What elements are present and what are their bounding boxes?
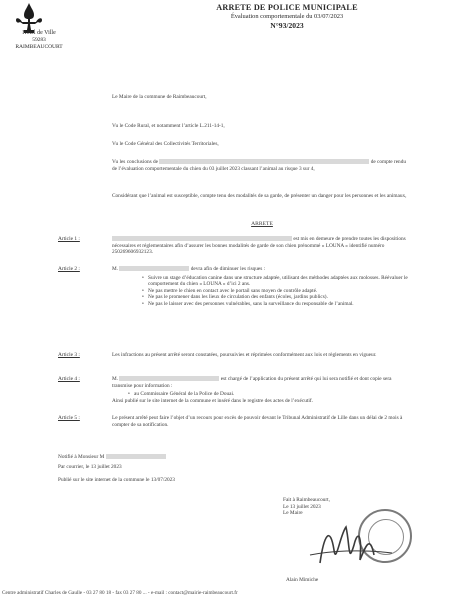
article-4-after: Ainsi publié sur le site internet de la commune et inséré dans le registre des actes de l’exécutif. [112,397,313,404]
preamble-considerant: Considérant que l’animal est susceptible, compte tenu des modalités de sa garde, de présenter un danger pour les personnes et les animaux, [112,193,407,199]
page-footer: Centre administratif Charles de Gaulle - 03 27 80 18 - fax 03 27 80 ... - e-mail : contact@mairie-raimbeaucourt.fr [2,590,238,596]
article-4-list [126,391,412,398]
preamble-mayor: Le Maire de la commune de Raimbeaucourt, [112,94,207,100]
document-header [182,3,392,31]
signature-place: Fait à Raimbeaucourt, [283,497,330,503]
signature-date: Le 13 juillet 2023 [283,503,321,510]
redacted-block [106,454,166,459]
redacted-block [112,236,292,241]
article-5-text: Le présent arrêté peut faire l’objet d’un recours pour excès de pouvoir devant le Tribunal Administratif de Lille dans un délai de 2 mois à compter de sa notification. [112,415,403,428]
preamble-vu-rapport [112,159,412,172]
publication-line: Publié sur le site internet de la commune le 13/07/2023 [58,477,175,483]
article-4-lead: M. [112,376,119,382]
article-4-label: Article 4 : [58,376,80,382]
document-title: ARRETE DE POLICE MUNICIPALE [216,3,358,12]
list-item: • Ne pas le laisser avec des personnes vulnérables, sans la surveillance du responsable de l’animal. [148,301,412,308]
article-2-intro-rest: devra afin de diminuer les risques : [190,266,266,272]
article-2-intro-lead: M. [112,266,119,272]
signature-role: Le Maire [283,510,303,517]
commune-block [9,30,69,51]
redacted-block [159,159,369,164]
vu-rapport-lead: Vu les conclusions de [112,159,159,165]
article-1-text [112,236,412,256]
article-2-list [140,275,412,308]
vu-rapport-rest: de compte rendu de l’évaluation comportementale du chien du 03 juillet 2023 classant l’animal au risque 3 sur 4, [112,159,406,172]
preamble-code-rural: Vu le Code Rural, et notamment l’article L.211-14-1, [112,123,225,129]
list-item: • au Commissaire Général de la Police de Douai. [134,391,412,398]
commune-address: 59283 RAIMBEAUCOURT [15,37,63,50]
article-4-rest: est chargé de l’application du présent arrêté qui lui sera notifié et dont copie sera transmise pour information : [112,376,392,389]
commune-name: Hôtel de Ville [22,30,56,36]
notification-recipient [58,454,258,461]
arrete-heading: ARRETE [251,221,273,227]
signatory-name: Alain Mimiche [286,577,319,583]
article-1-label: Article 1 : [58,236,80,242]
list-item: • Ne pas mettre le chien en contact avec le portail sans moyen de contrôle adapté. [148,288,412,295]
document-number: N°93/2023 [270,21,304,30]
article-2-label: Article 2 : [58,266,80,272]
article-1-body: est mis en demeure de prendre toutes les dispositions nécessaires et réglementaires afin d’assurer les bonnes modalités de garde de son chien prénommé « LOUNA » identifié numéro 250269606932123. [112,236,406,256]
article-5-label: Article 5 : [58,415,80,421]
article-3-text: Les infractions au présent arrêté seront constatées, poursuivies et réprimées conformément aux lois et règlements en vigueur. [112,352,377,358]
redacted-block [119,376,219,381]
article-4-text [112,376,412,404]
list-item: • Suivre un stage d’éducation canine dans une structure adaptée, utilisant des méthodes adaptées aux molosses. Réévaluer le comportement du chien « LOUNA » d’ici 2 ans. [148,275,412,288]
article-3-label: Article 3 : [58,352,80,358]
article-2-text [112,266,412,308]
notification-date: Par courrier, le 13 juillet 2023 [58,464,122,470]
handwritten-signature [300,505,400,575]
notification-lead: Notifié à Monsieur M [58,454,105,460]
redacted-block [119,266,189,271]
list-item: • Ne pas le promener dans les lieux de circulation des enfants (écoles, jardins publics). [148,294,412,301]
document-subtitle: Évaluation comportementale du 03/07/2023 [230,13,344,20]
preamble-cgct: Vu le Code Général des Collectivités Territoriales, [112,141,219,147]
